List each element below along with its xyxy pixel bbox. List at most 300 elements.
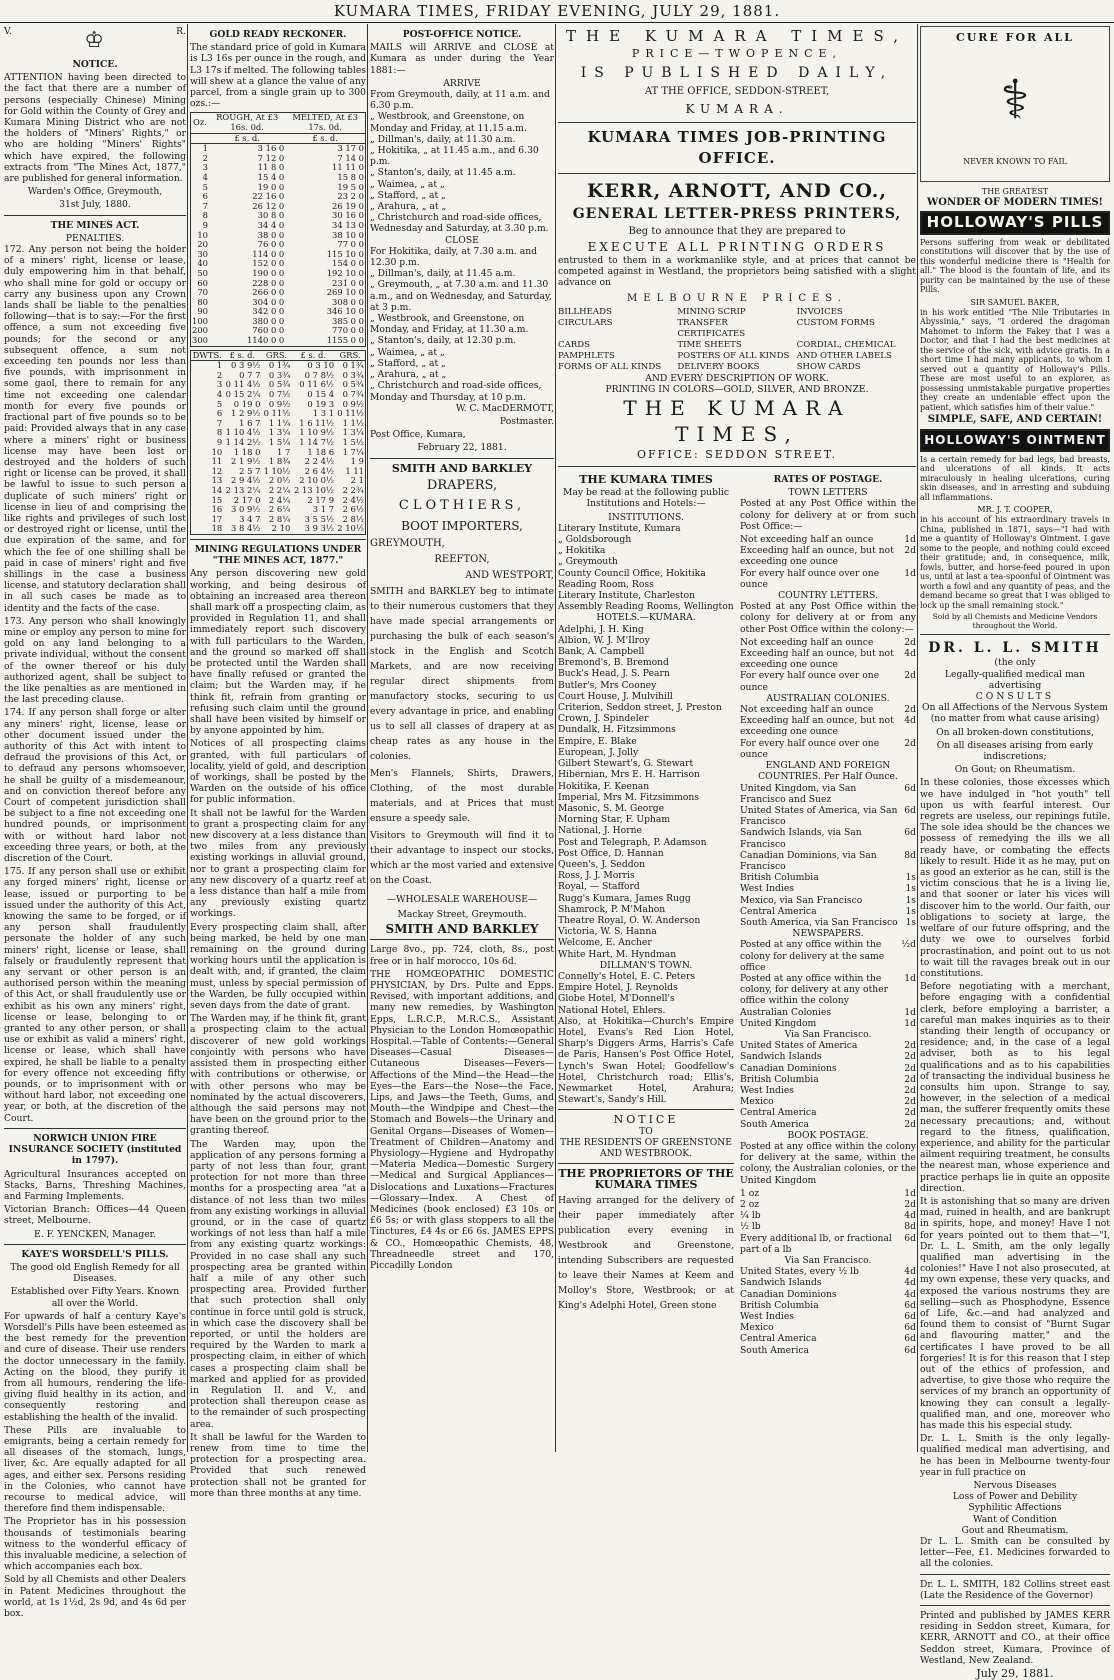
grs-header: GRS. [261,350,291,361]
institutions-list [558,523,734,613]
hotel-item: Court House, J. Mulvihill [558,690,673,702]
figure-medallion-icon: ⚕ [1000,68,1030,131]
table-cell: 12 [211,465,223,476]
read-title: THE KUMARA TIMES [579,473,713,487]
rate-row [740,1018,916,1029]
dr-smith-sub: (the only [994,657,1036,669]
rate-row [740,906,916,917]
office-address: AT THE OFFICE, SEDDON-STREET, [644,86,830,97]
specialty-item: Want of Condition [973,1513,1057,1525]
hotel-item: Theatre Royal, O. W. Anderson [558,914,701,926]
rate-row [740,1188,916,1199]
notice-body: ATTENTION having been directed to the fact that there are a number of persons (especially Chinese) Mining for Gold within the County of Grey and Kumara Mining District who are not the holders of "Miners' Rights," or who are holding "Miners' Rights" which have expired, the following extracts from "The Mines Act, 1877," are published for general information. [4,72,186,185]
table-cell: 6 [216,408,223,419]
mines-act-title: THE MINES ACT. [50,219,140,231]
newspapers-heading: NEWSPAPERS. [792,928,864,940]
dr-smith-title: DR. L. L. SMITH [928,640,1102,657]
table-cell: 304 0 0 [252,296,285,307]
institution-item: „ Greymouth [558,556,618,568]
rate-row [740,917,916,928]
table-cell: 2 8¼ [268,513,291,524]
specialty-item: Gout and Rheumatism. [961,1524,1069,1536]
hotel-item: National, J. Horne [558,825,642,837]
book-every-value: 6d [904,1232,916,1244]
rate-label: Mexico [740,1322,774,1334]
table-cell: 3 5 5½ [304,513,335,524]
rate-row [740,1210,916,1221]
regulation-paragraph: It shall be lawful for the Warden to renew from time to time the protection for a prospecting area. Provided that such renewed protection shall not be granted for more than three months at any time. [190,1431,366,1499]
country-rates [740,637,916,693]
column-rule [917,24,918,1452]
masthead: KUMARA TIMES, FRIDAY EVENING, JULY 29, 1881. [0,0,1114,23]
execute-orders: EXECUTE ALL PRINTING ORDERS [587,240,887,254]
dillmans-list [558,971,734,1016]
rate-label: Sandwich Islands, via San Francisco [740,827,862,850]
table-cell: 2 6¼ [268,504,291,515]
table-cell: 30 16 0 [332,210,364,221]
rate-label: British Columbia [740,1073,819,1085]
table-cell: 10 [211,446,223,457]
rate-label: United Kingdom [740,1017,817,1029]
table-cell: 0 1¾ [342,360,364,371]
rate-label: British Columbia [740,1299,819,1311]
table-cell: 11 8 0 [257,162,285,173]
column-4 [558,26,916,1450]
published-daily: IS PUBLISHED DAILY, [580,65,894,81]
imprint: Printed and published by JAMES KERR residing in Seddon street, Kumara, for KERR, ARNOTT and CO., at their office Seddon street, Kumara, Province of Westland, New Zealand. [920,1610,1110,1666]
table-cell: 2 10½ [337,523,364,534]
table-cell: 0 7 7 [239,369,261,380]
smith-paragraph: Before negotiating with a merchant, before engaging with a confidential clerk, before employing a barrister, a careful man makes inquiries as to their standing their length of occupancy or residence; and, in the case of a legal adviser, both as to his legal qualifications and as to his capabilities of transacting the individual business he consults him upon. Strange to say, however, in the selection of a medical man, the sufferer frequently omits these necessary precautions; and, without regard to the fitness, qualification, experience, and ability for the particular ailment requiring treatment, he consults the nearest man, whose experience and practice perhaps lie in quite an opposite direction. [920,981,1110,1194]
book-every-label: Every additional lb, or fractional part of a lb [740,1232,892,1255]
column-2 [190,26,366,1499]
close-item: „ Greymouth, „ at 7.30 a.m. and 11.30 a.m., and on Wednesday, and Saturday, at 3 p.m. [370,279,552,313]
hotel-item: Dundalk, H. Fitzsimmons [558,724,676,736]
table-cell: 2 5 7 [239,465,261,476]
rate-row [740,1300,916,1311]
rate-row [740,1085,916,1096]
rate-row [740,648,916,670]
arrive-item: „ Waimea, „ at „ [370,178,445,190]
table-cell: 308 0 0 [332,296,364,307]
hotel-item: Royal, — Stafford [558,881,640,893]
hotel-item: Post Office, D. Hannan [558,847,664,859]
regulation-paragraph: Notices of all prospecting claims granted, with full particulars of locality, yield of gold, and description of workings, shall be posted by the Warden on the outside of his office for public information. [190,738,366,806]
institution-item: Reading Room, Ross [558,578,654,590]
arrive-item: „ Dillman's, daily, at 11.30 a.m. [370,133,516,145]
close-item: „ Waimea, „ at „ [370,346,445,358]
hotel-item: Gilbert Stewart's, G. Stewart [558,758,694,770]
rate-label: South America [740,1118,810,1130]
kayes-paragraph: These Pills are invaluable to emigrants, being a certain remedy for all diseases of the stomach, lungs, liver, &c. Are equally adapted for all ages, and either sex. Persons residing in the Colonies, who cannot have recourse to medical advice, will therefore find them indispensable. [4,1424,186,1515]
sf2-rates [740,1266,916,1356]
pills-body: Persons suffering from weak or debilitated constitutions will discover that by the use of this wonderful medicine there is "Health for all." The blood is the fountain of life, and its purity can be maintained by the use of these Pills. [920,237,1110,295]
table-cell: 30 [197,248,208,259]
boot-importers-line: BOOT IMPORTERS, [401,518,523,533]
hotel-item: European, J. Jolly [558,746,639,758]
printing-colors: PRINTING IN COLORS—GOLD, SILVER, AND BRONZE. [605,383,869,395]
table-cell: 1 14 2½ [225,437,261,448]
rate-value: 1d [904,534,916,546]
norwich-body: Agricultural Insurances accepted on Stacks, Barns, Threshing Machines, and Farming Implements. [4,1168,186,1202]
regulation-paragraph: The Warden may, if he think fit, grant a prospecting claim to the actual discoverer of new gold workings conjointly with persons who have assisted them in prospecting either with contributions or otherwise, or with other persons who may be nominated by the actual discoverers, although the said persons may not have been on the ground prior to the granting thereof. [190,1013,366,1137]
table-cell: 4 [216,389,223,400]
table-cell: 10 [197,229,208,240]
close-item: „ Stafford, „ at „ [370,357,446,369]
rate-label: Not exceeding half an ounce [740,534,874,546]
consult-line: On Gout; on Rheumatism. [954,764,1076,776]
table-cell: 1 11 [345,465,364,476]
table-cell: 15 8 0 [337,171,364,182]
table-cell: 1 3¼ [268,427,291,438]
rate-value: 1d [904,567,916,579]
table-cell: 0 11 6½ [299,379,335,390]
kerr-body: entrusted to them in a workmanlike style, and at prices that cannot be competed against in Westland, the proprietors being satisfied with a slight advance on [558,255,916,289]
hotel-item: Hokitika, F. Keenan [558,780,650,792]
rate-row [740,1345,916,1356]
table-cell: 2 6 4½ [304,465,335,476]
via-sf-heading: Via San Francisco. [784,1028,872,1040]
rate-label: Mexico [740,1096,774,1108]
rate-value: 6d [904,1344,916,1356]
table-cell: 269 10 0 [326,287,364,298]
newspaper-rates [740,939,916,1029]
close-list [370,246,554,403]
price-line: PRICE—TWOPENCE, [631,47,843,60]
kayes-title: KAYE'S WORSDELL'S PILLS. [21,1248,169,1260]
arrive-list [370,89,554,235]
cooper-name: MR. J. T. COOPER, [977,505,1053,515]
print-item: DELIVERY BOOKS [677,361,760,372]
england-rates [740,783,916,929]
rate-label: United States, every ½ lb [740,1266,859,1278]
rate-row [740,1322,916,1333]
kayes-paragraph: The Proprietor has in his possession thousands of testimonials bearing witness to the wonderful efficacy of this invaluable medicine, a selection of which accompanies each box. [4,1516,186,1573]
arrive-item: „ Westbrook, and Greenstone, on Monday and Friday, at 11.15 a.m. [370,111,527,134]
arrive-item: From Greymouth, daily, at 11 a.m. and 6.30 p.m. [370,89,550,112]
print-item: BILLHEADS [558,306,612,317]
hotel-item: Empire Hotel, J. Reynolds [558,982,678,994]
table-cell: 0 15 2¼ [225,389,261,400]
country-letters-body: Posted at any Post Office within the colony for delivery at or from any other Post Office within the colony:— [740,601,916,635]
table-cell: 1 [216,360,223,371]
the-greatest: THE GREATEST [981,187,1049,196]
hotels-list [558,624,734,960]
dr-smith-qualified: Legally-qualified medical man advertising [944,668,1086,691]
rate-value: ½d [901,939,916,951]
table-cell: 0 7 8½ [304,369,335,380]
rate-label: West Indies [740,883,794,895]
hotel-item: White Hart, M. Hyndman [558,948,677,960]
rate-value: 1s [905,905,916,917]
rate-row [740,1119,916,1130]
table-cell: 34 4 0 [257,219,285,230]
rate-value: 6d [904,1322,916,1334]
kumara-times-heading: THE KUMARA TIMES, [566,27,908,45]
rate-label: Not exceeding half an ounce [740,636,874,648]
rate-value: 6d [904,1299,916,1311]
hotel-item: Rugg's Kumara, James Rugg [558,892,691,904]
table-cell: 2 13 2¼ [225,484,261,495]
regulation-paragraph: Every prospecting claim shall, after being marked, be held by one man remaining on the ground during working hours until the application is dealt with, and, if granted, the claim must, unless by special permission of the Warden, be fully occupied within seven days from the date of grant. [190,921,366,1012]
table-cell: 152 0 0 [252,258,285,269]
hotel-item: Shamrock, P. M'Mahon [558,903,666,915]
kerr-arnott-title: KERR, ARNOTT, AND CO., [587,180,887,202]
westport-line: AND WESTPORT, [465,569,554,581]
table-cell: 11 11 0 [332,162,364,173]
table-cell: 1 [202,143,208,154]
crown-crest-icon: ♔ [84,28,104,53]
hotel-item: Globe Hotel, M'Donnell's [558,993,675,1005]
table-cell: 2 17 9 [307,494,335,505]
rate-label: Australian Colonies [740,1006,832,1018]
table-cell: 266 0 0 [252,287,285,298]
oz-header: Oz. [191,113,210,133]
rate-label: Central America [740,1107,817,1119]
notice-title: NOTICE. [72,59,118,70]
table-cell: 0 15 4 [307,389,335,400]
table-cell: 40 [197,258,208,269]
arrive-item: „ Stafford, „ at „ [370,189,446,201]
table-cell: 2 17 0 [233,494,261,505]
table-cell: 0 3 10 [307,360,335,371]
section-175: 175. If any person shall use or exhibit any forged miners' right, license or lease, issued or purporting to be issued under the authority of this Act, knowing the same to be forged, or if any person shall fraudulently personate the holder of any such miners' right, license or lease, shall falsely or fraudulently represent that any servant or other person is an authorised person within the meaning of this Act, or shall fraudulently use or exhibit as his own any miners' right, license or lease, belonging to or granted to any other person, or shall use or exhibit as valid a miners' right, license or lease, which shall have expired, he shall be liable to a penalty for every offence not exceeding fifty pounds, or to imprisonment with or without hard labor, not exceeding one year, or both, at the discretion of the Court. [4,866,186,1124]
lsd-header: £ s. d. [209,133,285,144]
institution-item: „ Goldsborough [558,534,632,546]
penalties-heading: PENALTIES. [65,232,125,244]
print-item: SHOW CARDS [796,361,861,372]
rate-label: Canadian Dominions [740,1062,837,1074]
proprietors-title: THE PROPRIETORS OF THE KUMARA TIMES [558,1167,734,1192]
column-1 [4,26,186,1620]
table-cell: 1 10 4½ [225,427,261,438]
specialty-item: Syphilitic Affections [968,1502,1062,1514]
melbourne-prices: MELBOURNE PRICES. [627,292,847,304]
smith-paragraph: It is astonishing that so many are driven mad, ruined in health, and are bankrupt in spirits, hope, and money! Have I not for years pointed out to them that—"I, Dr. L. L. Smith, am the only legally qualified man advertising in the colonies!" Have I not also prosecuted, at my own expense, these very quacks, and exposed the various nostrums they are selling—such as Phosphodyne, Essence of Life, &c.—and had analyzed and found them to consist of "Burnt Sugar and flavouring matter," and the certificates I have proved to be all forgeries! It is for this reason that I step out of the ethics of profession, and advertise, to give those who require the services of my branch an opportunity of knowing they can consult a legally-qualified man, and one, moreover who has made this his especial study. [920,1195,1110,1432]
every-description: AND EVERY DESCRIPTION OF WORK. [645,372,829,384]
smith-specialties [920,1480,1110,1536]
proprietors-body: Having arranged for the delivery of their paper immediately after publication every evening in Westbrook and Greenstone, intending Subscribers are requested to leave their Names at Keem and Molloy's Store, Westbrook; or at King's Adelphi Hotel, Green stone [558,1194,734,1311]
rate-row [740,1096,916,1107]
table-cell: 2 0½ [268,475,291,486]
table-cell: 2 [202,152,208,163]
table-cell: 1 18 6 [307,446,335,457]
rate-label: Sandwich Islands [740,1277,822,1289]
rate-value: 2d [904,636,916,648]
table-cell: 1 6 7 [239,417,261,428]
book-postage-body: Posted at any office within the colony for delivery at the same, within the colony, the Australian colonies, or the United Kingdom [740,1141,916,1186]
table-cell: 26 19 0 [332,200,364,211]
table-cell: 80 [197,296,208,307]
rate-value: 2d [904,1118,916,1130]
reading-list [558,471,734,1356]
rate-label: West Indies [740,1084,794,1096]
homeopathic-body: THE HOMŒOPATHIC DOMESTIC PHYSICIAN, by Drs. Pulte and Epps. Revised, with important additions, and many new remedies, by Washington Epps, L.R.C.P., M.R.C.S., Assistant Physician to the London Homœopathic Hospital.—Table of Contents:—General Diseases—Casual Diseases—Cutaneous Diseases—Fevers—Affections of the Mind—the Head—the Eyes—the Ears—the Nose—the Face, Lips, and Jaws—the Teeth, Gums, and Mouth—the Windpipe and Chest—the Stomach and Bowels—the Urinary and Genital Organs—Diseases of Women—Treatment of Children—Anatomy and Physiology—Hygiene and Hydropathy—Materia Medica—Domestic Surgery—Medical and Surgical Appliances—Dislocations and Luxations—Fractures—Glossary—Index. A Chest of Medicines (book enclosed) £3 10s or £6 5s; or with glass stoppers to all the Tinctures, £4 4s or £6 6s. JAMES EPPS & CO., Homœopathic Chemists, 48, Threadneedle street and 170, Piccadilly London [370,968,554,1272]
table-cell: 0 11½ [263,408,291,419]
table-cell: 115 10 0 [326,248,364,259]
table-cell: 7 [216,417,223,428]
mining-regulations-title: MINING REGULATIONS UNDER "THE MINES ACT, 1877." [194,543,362,567]
table-cell: 342 0 0 [252,306,285,317]
table-cell: 2 6½ [342,504,364,515]
table-cell: 1 6 11½ [299,417,335,428]
norwich-branch: Victorian Branch: Offices—44 Queen street, Melbourne. [4,1204,186,1227]
rate-label: United Kingdom, via San Francisco and Suez [740,782,857,805]
ointment-body: Is a certain remedy for bad legs, bad breasts, and ulcerations of all kinds. It acts miraculously in healing ulcerations, curing skin diseases, and in arresting and subduing all inflammations. [920,454,1110,502]
table-cell: 76 0 0 [257,239,285,250]
reckoner-title: GOLD READY RECKONER. [209,29,347,40]
sf-rates [740,1040,916,1130]
rate-value: 1s [905,872,916,884]
table-cell: 1 2 9½ [231,408,261,419]
rate-value: 4d [904,1210,916,1222]
hokitika-also: Also, at Hokitika—Church's Empire Hotel, Evans's Red Lion Hotel, Sharp's Diggers Arms, Harris's Cafe de Paris, Hansen's Post Office Hotel, Lynch's Swan Hotel; Goodfellow's Hotel, Christchurch road; Ellis's, Newmarket Hotel, Arahura; Stewart's, Sandy's Hill. [558,1015,734,1106]
rate-value: 1d [904,1187,916,1199]
table-cell: 1 7 [277,446,291,457]
rate-row [740,1221,916,1232]
rate-value: 4d [904,1277,916,1289]
royal-crest [4,26,186,56]
rate-row [740,670,916,692]
rate-row [740,939,916,973]
regulation-paragraph: Any person discovering new gold working, and being desirous of obtaining an increased area thereon shall mark off a prospecting claim, as provided in Regulation 11, and shall immediately report such discovery with full particulars to the Warden, and the ground so marked off shall be protected until the Warden shall have finally refused or granted the claim; but the Warden may, if he think fit, refrain from granting or refusing such claim until the ground shall have been visited by himself or by anyone appointed by him. [190,568,366,737]
print-item: CORDIAL, CHEMICAL [796,339,896,350]
rate-value: 6d [904,1333,916,1345]
hotel-item: Adelphi, J. H. King [558,623,644,635]
hotel-item: Ross, J. J. Morris [558,870,635,882]
grs-header: GRS. [335,350,365,361]
rate-label: Posted at any office within the colony for delivery at the same office [740,939,885,973]
table-cell: 231 0 0 [332,277,364,288]
rate-row [740,1266,916,1277]
table-cell: 2 4¼ [268,494,291,505]
arrive-item: „ Hokitika, „ at 11.45 a.m., and 6.30 p.m. [370,145,539,168]
table-cell: 190 0 0 [252,267,285,278]
table-cell: 8 [202,210,208,221]
table-cell: 380 0 0 [252,315,285,326]
column-rule [555,24,556,1452]
table-cell: 760 0 0 [252,325,285,336]
kayes-subtitle: The good old English Remedy for all Diseases. [10,1261,180,1285]
never-known-to-fail: NEVER KNOWN TO FAIL [963,157,1067,166]
rate-value: 8d [904,849,916,861]
table-cell: 2 [216,369,223,380]
table-cell: 0 3 9½ [231,360,261,371]
rate-label: For every half ounce over one ounce [740,567,880,590]
table-cell: 7 12 0 [257,152,285,163]
print-item: PAMPHLETS [558,350,615,361]
town-rates [740,534,916,590]
rate-value: 4d [904,648,916,660]
table-cell: 9 [216,437,223,448]
rate-value: 1d [904,1017,916,1029]
melted-header: MELTED, At £3 17s. 0d. [285,113,365,133]
australian-rates [740,704,916,760]
announce-line: Beg to announce that they are prepared to [628,226,846,237]
smith-barkley-body: Men's Flannels, Shirts, Drawers, Clothing, of the most durable materials, and at Prices that must ensure a speedy sale. [370,767,554,824]
institution-item: Assembly Reading Rooms, Wellington [558,601,734,613]
table-cell: 3 4 7 [239,513,261,524]
lsd-header: £ s. d. [285,133,365,144]
rate-row [740,1277,916,1288]
table-cell: 0 19 0 [233,398,261,409]
kumara-line: KUMARA. [685,102,789,116]
table-cell: 0 7½ [268,389,291,400]
rate-row [740,1107,916,1118]
table-cell: 4 [202,171,208,182]
print-item: MINING SCRIP [677,306,746,317]
hotel-item: National Hotel, Ehlers. [558,1004,666,1016]
table-cell: 23 2 0 [337,191,364,202]
regulation-paragraph: It shall not be lawful for the Warden to grant a prospecting claim for any new discovery at a less distance than two miles from any previously existing workings in alluvial ground, nor to grant a prospecting claim for any new discovery of a quartz reef at a less distance than half a mile from any previously existing quartz workings. [190,807,366,920]
rate-value: 2d [904,1051,916,1063]
rate-value: 2d [904,704,916,716]
rate-label: ½ lb [740,1221,761,1233]
rate-label: United States of America, via San Francisco [740,804,898,828]
table-cell: 3 [202,162,208,173]
table-cell: 5 [202,181,208,192]
institution-item: Literary Institute, Kumara [558,522,681,534]
rate-row [740,637,916,648]
rate-row [740,568,916,590]
table-cell: 6 [202,191,208,202]
rate-value: 2d [904,737,916,749]
rate-row [740,534,916,545]
table-cell: 15 4 0 [257,171,285,182]
table-cell: 3 16 0 [257,143,285,154]
post-office-place: Post Office, Kumara, [370,429,466,441]
notice2-westbrook: AND WESTBROOK. [599,1148,693,1159]
greymouth-line: GREYMOUTH, [370,537,445,549]
col4-split [558,471,916,1356]
table-cell: 5 [216,398,223,409]
table-cell: 38 10 0 [332,229,364,240]
table-cell: 1 14 7½ [299,437,335,448]
column-3 [370,26,554,1450]
table-cell: 1 8¾ [268,456,291,467]
print-item: POSTERS OF ALL KINDS [677,350,790,361]
table-cell: 346 10 0 [326,306,364,317]
table-cell: 0 11 4½ [225,379,261,390]
table-cell: 2 8½ [342,513,364,524]
warden-office: Warden's Office, Greymouth, [27,186,163,198]
table-cell: 15 [211,494,223,505]
table-cell: 13 [211,475,223,486]
rate-value: 4d [904,1288,916,1300]
hotel-item: Imperial, Mrs M. Fitzsimmons [558,791,700,803]
post-office-intro: MAILS will ARRIVE and CLOSE at Kumara as under during the Year 1881:— [370,42,554,76]
rate-label: Exceeding half an ounce, but not exceeding one ounce [740,545,894,568]
rate-label: South America [740,1344,810,1356]
smith-consult-letter: Dr L. L. Smith can be consulted by letter—Fee, £1. Medicines forwarded to all the colonies. [920,1536,1110,1570]
column-rule [187,24,188,1452]
rate-row [740,805,916,827]
book-postage-heading: BOOK POSTAGE. [787,1129,869,1141]
table-cell: 18 [211,523,223,534]
hotel-item: Welcome, E. Ancher [558,937,652,949]
close-item: For Hokitika, daily, at 7.30 a.m. and 12.30 p.m. [370,245,538,269]
consults-heading: CONSULTS [975,691,1055,703]
kayes-paragraph: For upwards of half a century Kaye's Worsdell's Pills have been esteemed as the best remedy for the prevention and cure of disease. Their use renders the doctor unnecessary in the family. Acting on the blood, they purify it from all humours, rendering the life-giving fluid healthy in its action, and consequently restoring and establishing the health of the invalid. [4,1310,186,1423]
close-item: „ Stanton's, daily, at 12.30 p.m. [370,335,517,347]
table-cell: 114 0 0 [252,248,285,259]
column-rule [367,24,368,1452]
notice2-to: TO [639,1125,653,1137]
rate-value: 2d [904,1073,916,1085]
warehouse-street: Mackay Street, Greymouth. [397,908,527,920]
consult-line: On all Affections of the Nervous System (no matter from what cause arising) [922,702,1108,725]
wholesale-warehouse: —WHOLESALE WAREHOUSE— [386,893,538,905]
